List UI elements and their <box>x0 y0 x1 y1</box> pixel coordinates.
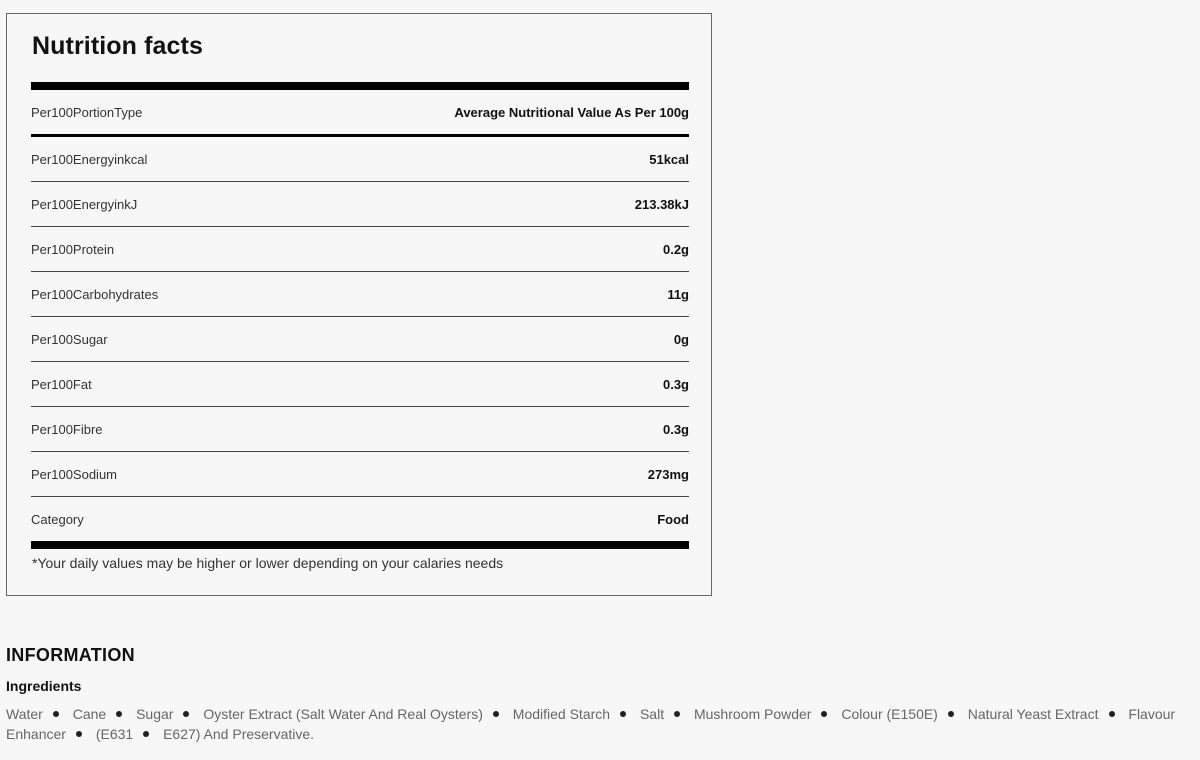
nutrient-value: 0g <box>673 331 689 347</box>
bullet-separator-icon <box>76 731 82 737</box>
nutrient-label: Per100Fibre <box>31 421 103 437</box>
nutrition-title: Nutrition facts <box>32 32 203 60</box>
bullet-separator-icon <box>116 711 122 717</box>
bullet-separator-icon <box>620 711 626 717</box>
bullet-separator-icon <box>183 711 189 717</box>
nutrition-facts-panel <box>6 13 712 596</box>
ingredient-item: Oyster Extract (Salt Water And Real Oysters) <box>203 706 483 722</box>
bullet-separator-icon <box>821 711 827 717</box>
nutrient-label: Category <box>31 511 84 527</box>
nutrient-value: 11g <box>667 286 689 302</box>
nutrition-row-fibre <box>31 407 689 452</box>
nutrition-row-carbohydrates <box>31 272 689 317</box>
nutrition-row-sodium <box>31 452 689 497</box>
nutrition-row-fat <box>31 362 689 407</box>
nutrient-value: 0.2g <box>662 241 689 257</box>
nutrient-value: Food <box>657 511 689 527</box>
nutrient-value: 213.38kJ <box>634 196 689 212</box>
nutrition-row-category <box>31 497 689 541</box>
nutrient-label: Per100Energyinkcal <box>31 151 148 167</box>
bullet-separator-icon <box>53 711 59 717</box>
ingredient-item: Cane <box>72 706 107 722</box>
ingredient-item: Mushroom Powder <box>693 706 812 722</box>
nutrient-value: 51kcal <box>649 151 689 167</box>
ingredient-item: Natural Yeast Extract <box>967 706 1099 722</box>
header-value: Average Nutritional Value As Per 100g <box>454 104 689 120</box>
nutrition-row-energy-kj <box>31 182 689 227</box>
nutrient-label: Per100Protein <box>31 241 115 257</box>
nutrient-label: Per100EnergyinkJ <box>31 196 138 212</box>
nutrition-row-protein <box>31 227 689 272</box>
nutrient-label: Per100Sodium <box>31 466 117 482</box>
header-label: Per100PortionType <box>31 104 143 120</box>
nutrient-value: 0.3g <box>662 421 689 437</box>
ingredient-item: Flavour Enhancer <box>6 706 1176 742</box>
bottom-thick-divider <box>31 541 689 549</box>
top-thick-divider <box>31 82 689 90</box>
nutrient-label: Per100Carbohydrates <box>31 286 159 302</box>
nutrient-value: 0.3g <box>662 376 689 392</box>
nutrition-row-sugar <box>31 317 689 362</box>
daily-values-footnote: *Your daily values may be higher or lower depending on your calaries needs <box>32 555 504 571</box>
ingredient-item: E627) And Preservative. <box>163 726 315 742</box>
nutrition-table <box>31 90 689 541</box>
nutrition-row-energy-kcal <box>31 137 689 182</box>
ingredient-item: (E631 <box>95 726 134 742</box>
ingredient-item: Salt <box>639 706 665 722</box>
bullet-separator-icon <box>948 711 954 717</box>
ingredient-item: Colour (E150E) <box>841 706 938 722</box>
information-heading: INFORMATION <box>6 645 135 665</box>
bullet-separator-icon <box>493 711 499 717</box>
bullet-separator-icon <box>674 711 680 717</box>
nutrient-value: 273mg <box>647 466 689 482</box>
bullet-separator-icon <box>143 731 149 737</box>
ingredients-heading: Ingredients <box>6 678 82 694</box>
ingredient-item: Modified Starch <box>512 706 611 722</box>
ingredient-item: Water <box>6 706 43 722</box>
nutrient-label: Per100Fat <box>31 376 92 392</box>
bullet-separator-icon <box>1109 711 1115 717</box>
ingredients-list <box>6 704 1196 744</box>
nutrition-header-row <box>31 90 689 137</box>
nutrient-label: Per100Sugar <box>31 331 108 347</box>
ingredient-item: Sugar <box>136 706 174 722</box>
